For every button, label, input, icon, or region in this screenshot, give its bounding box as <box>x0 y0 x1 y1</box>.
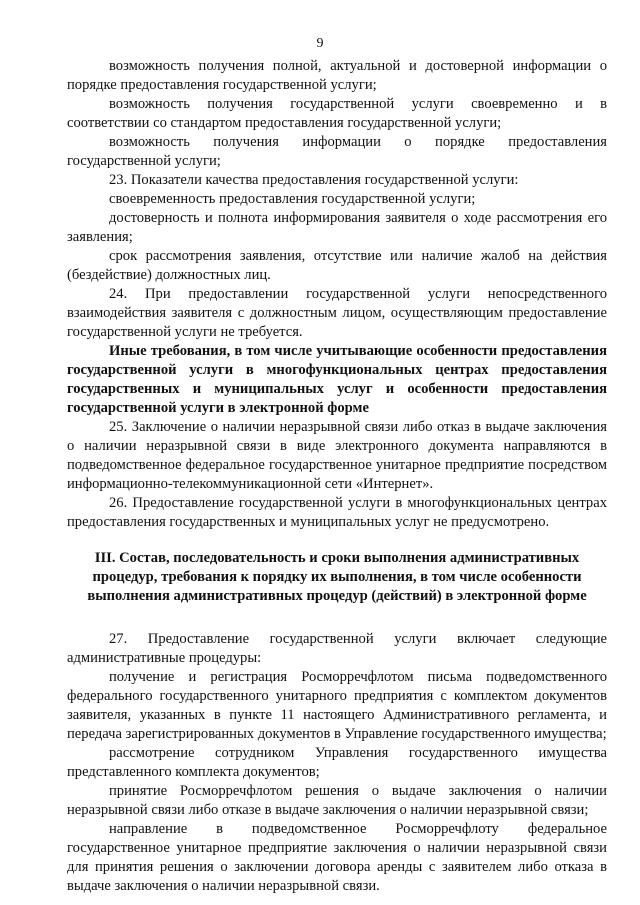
paragraph-item-24: 24. При предоставлении государственной услуги непосредственного взаимодействия заявителя с должностным лицом, осуществляющим предоставление государственной услуги не требуется. <box>67 286 607 340</box>
paragraph: возможность получения информации о порядке предоставления государственной услуги; <box>67 134 607 169</box>
paragraph-item-26: 26. Предоставление государственной услуги в многофункциональных центрах предоставления государственных и муниципальных услуг не предусмотрено. <box>67 495 607 530</box>
paragraph: получение и регистрация Росморречфлотом письма подведомственного федерального государственного унитарного предприятия с комплектом документов заявителя, указанных в пункте 11 настоящего Административного регламента, и передача зарегистрированных документов в Управление государственного имущества; <box>67 669 607 742</box>
paragraph-item-27: 27. Предоставление государственной услуги включает следующие административные процедуры: <box>67 631 607 666</box>
page-number: 9 <box>316 36 324 51</box>
paragraph: своевременность предоставления государственной услуги; <box>109 191 476 207</box>
paragraph: срок рассмотрения заявления, отсутствие или наличие жалоб на действия (бездействие) должностных лиц. <box>67 248 607 283</box>
document-body <box>67 57 607 896</box>
paragraph-item-23: 23. Показатели качества предоставления государственной услуги: <box>109 172 519 188</box>
paragraph: рассмотрение сотрудником Управления государственного имущества представленного комплекта документов; <box>67 745 607 780</box>
paragraph: возможность получения государственной услуги своевременно и в соответствии со стандартом предоставления государственной услуги; <box>67 96 607 131</box>
paragraph: принятие Росморречфлотом решения о выдаче заключения о наличии неразрывной связи либо отказе в выдаче заключения о наличии неразрывной связи; <box>67 783 607 818</box>
paragraph: возможность получения полной, актуальной и достоверной информации о порядке предоставления государственной услуги; <box>67 58 607 93</box>
spacer <box>67 606 607 630</box>
subsection-heading: Иные требования, в том числе учитывающие особенности предоставления государственной услуги в многофункциональных центрах предоставления государственных и муниципальных услуг и особенности предоставления государственной услуги в электронной форме <box>67 343 607 416</box>
paragraph-item-25: 25. Заключение о наличии неразрывной связи либо отказ в выдаче заключения о наличии неразрывной связи в виде электронного документа направляются в подведомственное федеральное государственное унитарное предприятие посредством информационно-телекоммуникационной сети «Интернет». <box>67 419 607 492</box>
section-heading: III. Состав, последовательность и сроки выполнения административных процедур, требования к порядку их выполнения, в том числе особенности выполнения административных процедур (действий) в электронной форме <box>87 550 587 604</box>
paragraph: направление в подведомственное Росморречфлоту федеральное государственное унитарное предприятие заключения о наличии неразрывной связи для принятия решения о заключении договора аренды с заявителем либо отказа в выдаче заключения о наличии неразрывной связи. <box>67 821 607 894</box>
paragraph: достоверность и полнота информирования заявителя о ходе рассмотрения его заявления; <box>67 210 607 245</box>
